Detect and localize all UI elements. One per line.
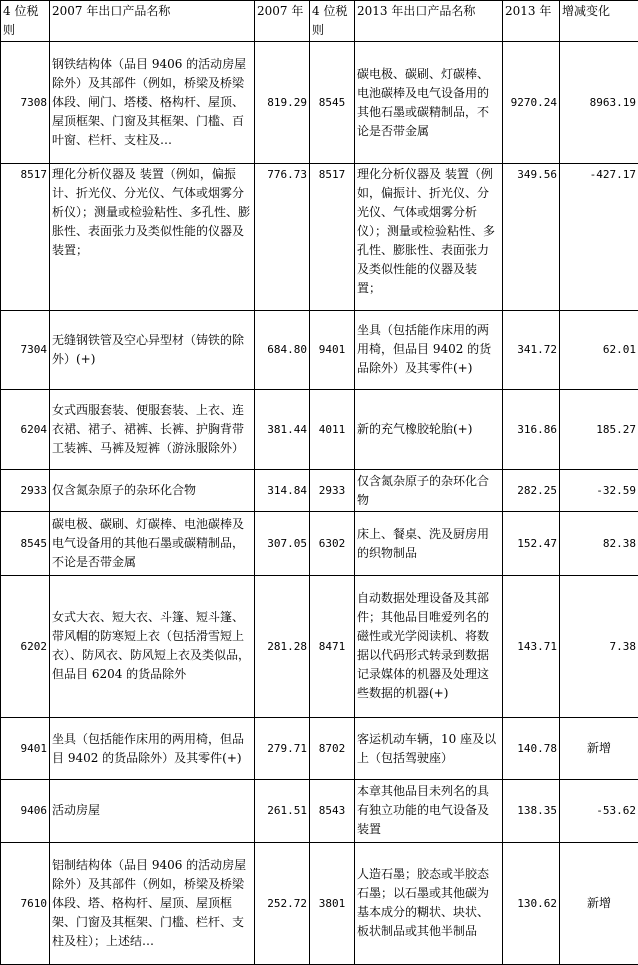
value-2013-cell: 349.56 <box>503 164 560 310</box>
code-2013-cell: 8517 <box>310 164 355 310</box>
change-cell: 62.01 <box>560 310 638 389</box>
header-name-2013: 2013 年出口产品名称 <box>355 1 503 42</box>
change-cell: -32.59 <box>560 470 638 512</box>
code-2013-cell: 8702 <box>310 718 355 780</box>
header-value-2013: 2013 年 <box>503 1 560 42</box>
value-2013-cell: 341.72 <box>503 310 560 389</box>
table-row <box>1 164 638 310</box>
code-2007-cell: 6204 <box>1 390 50 470</box>
name-2007-cell: 仅含氮杂原子的杂环化合物 <box>50 470 255 512</box>
name-2013-cell: 人造石墨；胶态或半胶态石墨；以石墨或其他碳为基本成分的糊状、块状、板状制品或其他半制品 <box>355 842 503 964</box>
table-row <box>1 780 638 842</box>
value-2013-cell: 143.71 <box>503 575 560 717</box>
name-2007-cell: 碳电极、碳刷、灯碳棒、电池碳棒及电气设备用的其他石墨或碳精制品，不论是否带金属 <box>50 512 255 575</box>
header-code-2007: 4 位税则 <box>1 1 50 42</box>
code-2013-cell: 9401 <box>310 310 355 389</box>
code-2007-cell: 7304 <box>1 310 50 389</box>
value-2007-cell: 307.05 <box>255 512 310 575</box>
name-2007-cell: 无缝钢铁管及空心异型材（铸铁的除外）(+) <box>50 310 255 389</box>
change-cell: -53.62 <box>560 780 638 842</box>
table-row <box>1 718 638 780</box>
table-row <box>1 842 638 964</box>
value-2007-cell: 279.71 <box>255 718 310 780</box>
code-2007-cell: 9401 <box>1 718 50 780</box>
table-row <box>1 512 638 575</box>
code-2013-cell: 2933 <box>310 470 355 512</box>
change-cell: 8963.19 <box>560 42 638 164</box>
name-2007-cell: 铝制结构体（品目 9406 的活动房屋除外）及其部件（例如，桥梁及桥梁体段、塔、格构杆、屋顶、屋顶框架、门窗及其框架、门槛、栏杆、支柱及柱）；上述结… <box>50 842 255 964</box>
header-name-2007: 2007 年出口产品名称 <box>50 1 255 42</box>
name-2013-cell: 本章其他品目未列名的具有独立功能的电气设备及装置 <box>355 780 503 842</box>
table-row <box>1 575 638 717</box>
name-2013-cell: 碳电极、碳刷、灯碳棒、电池碳棒及电气设备用的其他石墨或碳精制品，不论是否带金属 <box>355 42 503 164</box>
value-2013-cell: 316.86 <box>503 390 560 470</box>
value-2007-cell: 381.44 <box>255 390 310 470</box>
table-row <box>1 390 638 470</box>
code-2013-cell: 8471 <box>310 575 355 717</box>
change-cell: -427.17 <box>560 164 638 310</box>
change-cell: 185.27 <box>560 390 638 470</box>
code-2007-cell: 6202 <box>1 575 50 717</box>
name-2013-cell: 自动数据处理设备及其部件；其他品目唯爱列名的磁性或光学阅读机、将数据以代码形式转录到数据记录媒体的机器及处理这些数据的机器(+) <box>355 575 503 717</box>
value-2007-cell: 684.80 <box>255 310 310 389</box>
code-2013-cell: 6302 <box>310 512 355 575</box>
name-2007-cell: 钢铁结构体（品目 9406 的活动房屋除外）及其部件（例如，桥梁及桥梁体段、闸门、塔楼、格构杆、屋顶、屋顶框架、门窗及其框架、门槛、百叶窗、栏杆、支柱及… <box>50 42 255 164</box>
name-2007-cell: 理化分析仪器及 装置（例如，偏振计、折光仪、分光仪、气体或烟雾分析仪）；测量或检验粘性、多孔性、膨胀性、表面张力及类似性能的仪器及装置； <box>50 164 255 310</box>
code-2007-cell: 7308 <box>1 42 50 164</box>
header-value-2007: 2007 年 <box>255 1 310 42</box>
code-2007-cell: 7610 <box>1 842 50 964</box>
name-2013-cell: 新的充气橡胶轮胎(+) <box>355 390 503 470</box>
value-2013-cell: 152.47 <box>503 512 560 575</box>
code-2013-cell: 4011 <box>310 390 355 470</box>
value-2007-cell: 281.28 <box>255 575 310 717</box>
change-cell: 7.38 <box>560 575 638 717</box>
value-2013-cell: 130.62 <box>503 842 560 964</box>
name-2007-cell: 女式西服套装、便服套装、上衣、连衣裙、裙子、裙裤、长裤、护胸背带工装裤、马裤及短裤（游泳服除外） <box>50 390 255 470</box>
header-code-2013: 4 位税则 <box>310 1 355 42</box>
value-2007-cell: 776.73 <box>255 164 310 310</box>
name-2013-cell: 仅含氮杂原子的杂环化合物 <box>355 470 503 512</box>
code-2013-cell: 8545 <box>310 42 355 164</box>
name-2007-cell: 坐具（包括能作床用的两用椅，但品目 9402 的货品除外）及其零件(+) <box>50 718 255 780</box>
value-2007-cell: 314.84 <box>255 470 310 512</box>
code-2007-cell: 9406 <box>1 780 50 842</box>
change-cell: 新增 <box>560 842 638 964</box>
value-2013-cell: 138.35 <box>503 780 560 842</box>
name-2013-cell: 客运机动车辆，10 座及以上（包括驾驶座） <box>355 718 503 780</box>
name-2013-cell: 理化分析仪器及 装置（例如，偏振计、折光仪、分光仪、气体或烟雾分析仪）；测量或检验粘性、多孔性、膨胀性、表面张力及类似性能的仪器及装置； <box>355 164 503 310</box>
value-2007-cell: 819.29 <box>255 42 310 164</box>
code-2013-cell: 3801 <box>310 842 355 964</box>
table-row <box>1 470 638 512</box>
value-2007-cell: 252.72 <box>255 842 310 964</box>
header-change: 增减变化 <box>560 1 638 42</box>
code-2007-cell: 2933 <box>1 470 50 512</box>
name-2013-cell: 床上、餐桌、洗及厨房用的织物制品 <box>355 512 503 575</box>
change-cell: 82.38 <box>560 512 638 575</box>
change-cell: 新增 <box>560 718 638 780</box>
value-2013-cell: 282.25 <box>503 470 560 512</box>
table-row <box>1 310 638 389</box>
code-2013-cell: 8543 <box>310 780 355 842</box>
code-2007-cell: 8545 <box>1 512 50 575</box>
table-row <box>1 42 638 164</box>
header-row <box>1 1 638 42</box>
code-2007-cell: 8517 <box>1 164 50 310</box>
name-2007-cell: 活动房屋 <box>50 780 255 842</box>
value-2013-cell: 9270.24 <box>503 42 560 164</box>
name-2013-cell: 坐具（包括能作床用的两用椅，但品目 9402 的货品除外）及其零件(+) <box>355 310 503 389</box>
name-2007-cell: 女式大衣、短大衣、斗篷、短斗篷、带风帽的防寒短上衣（包括滑雪短上衣）、防风衣、防风短上衣及类似品，但品目 6204 的货品除外 <box>50 575 255 717</box>
value-2007-cell: 261.51 <box>255 780 310 842</box>
value-2013-cell: 140.78 <box>503 718 560 780</box>
